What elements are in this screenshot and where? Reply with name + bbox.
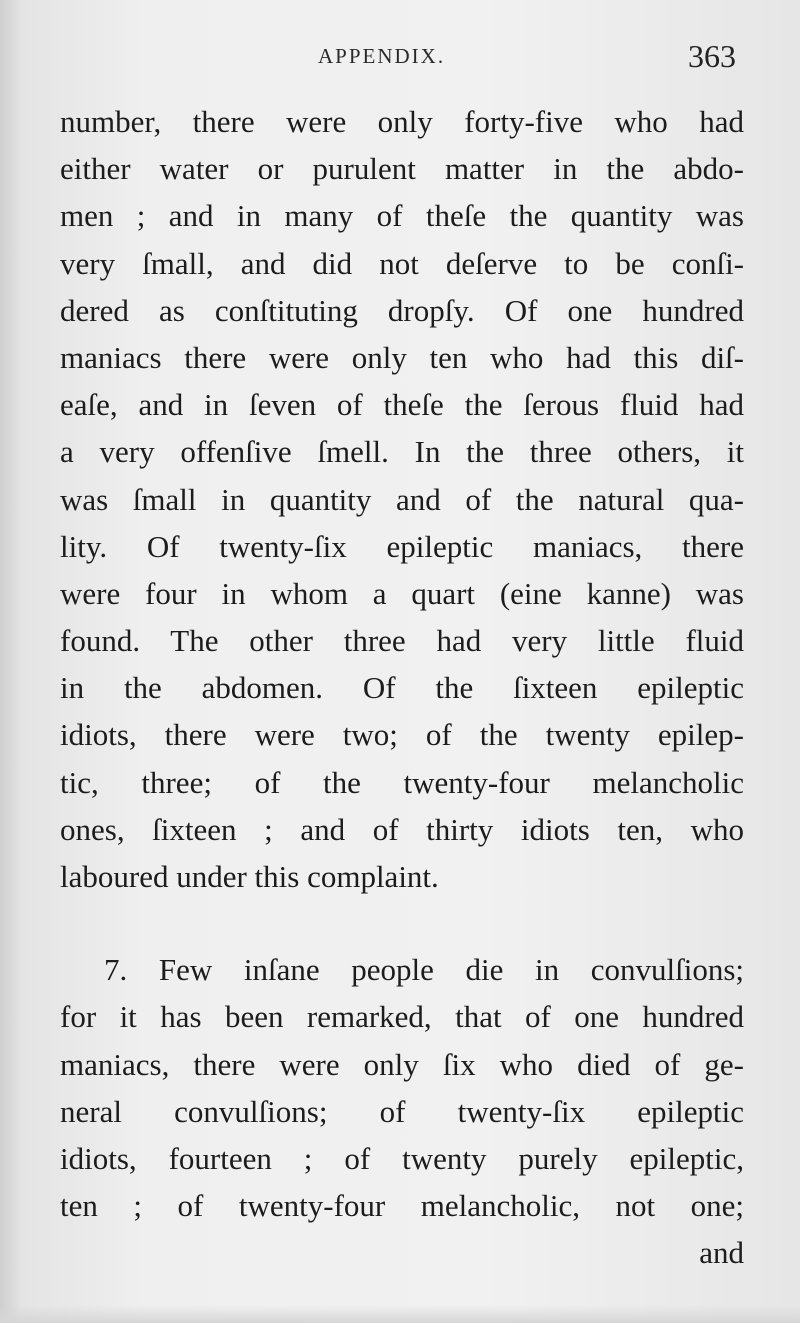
text-line: eaſe, and in ſeven of theſe the ſerous fluid had	[60, 387, 744, 423]
text-line: either water or purulent matter in the abdo-	[60, 151, 744, 187]
text-line: dered as conſtituting dropſy. Of one hundred	[60, 292, 744, 328]
spine-shadow	[0, 0, 22, 1323]
text-line: idiots, there were two; of the twenty epilep-	[60, 717, 744, 753]
text-line: idiots, fourteen ; of twenty purely epileptic,	[60, 1140, 744, 1176]
text-line: neral convulſions; of twenty-ſix epileptic	[60, 1093, 744, 1129]
text-line: number, there were only forty-five who had	[60, 104, 744, 139]
text-line: laboured under this complaint.	[60, 859, 439, 894]
text-line: lity. Of twenty-ſix epileptic maniacs, there	[60, 528, 744, 564]
page-bottom-edge	[0, 1305, 800, 1323]
text-line: was ſmall in quantity and of the natural qua-	[60, 481, 744, 517]
text-line: tic, three; of the twenty-four melancholic	[60, 764, 744, 800]
text-line: maniacs there were only ten who had this diſ-	[60, 339, 744, 375]
catchword: and	[699, 1235, 744, 1271]
text-line: ones, ſixteen ; and of thirty idiots ten, who	[60, 811, 744, 847]
text-line: in the abdomen. Of the ſixteen epileptic	[60, 670, 744, 706]
text-line: for it has been remarked, that of one hundred	[60, 999, 744, 1035]
text-line: maniacs, there were only ſix who died of ge-	[60, 1046, 744, 1082]
body-text	[60, 98, 744, 1277]
paragraph-1	[60, 98, 744, 900]
text-line: a very offenſive ſmell. In the three others, it	[60, 434, 744, 470]
running-head: APPENDIX.	[318, 44, 446, 68]
text-line: were four in whom a quart (eine kanne) was	[60, 575, 744, 611]
text-line: men ; and in many of theſe the quantity was	[60, 198, 744, 234]
paragraph-gap	[60, 900, 744, 946]
text-line: very ſmall, and did not deſerve to be conſi-	[60, 245, 744, 281]
paragraph-2	[60, 946, 744, 1229]
text-line: found. The other three had very little fluid	[60, 623, 744, 659]
text-line: ten ; of twenty-four melancholic, not one;	[60, 1188, 744, 1224]
page-number: 363	[688, 38, 736, 74]
text-line: 7. Few inſane people die in convulſions;	[104, 952, 744, 988]
